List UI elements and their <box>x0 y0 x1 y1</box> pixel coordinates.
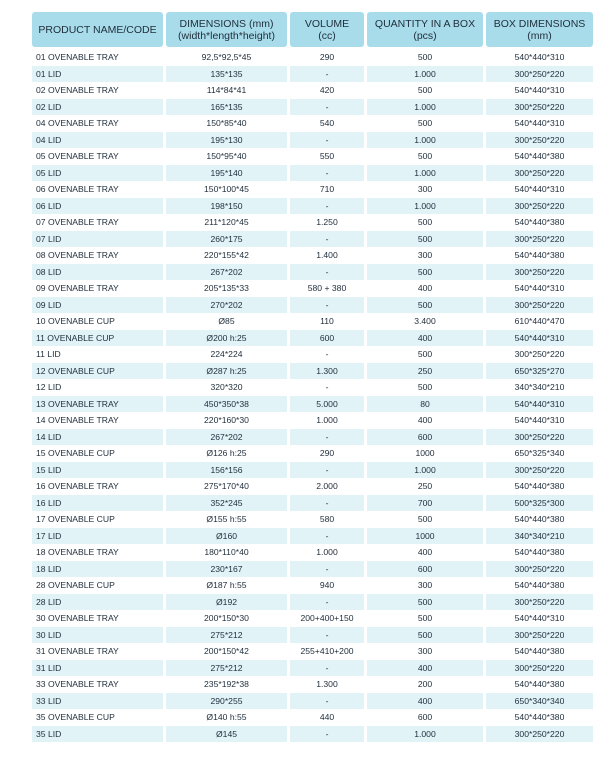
volume-cell: - <box>290 660 364 677</box>
product-name-cell: 04 LID <box>32 132 163 149</box>
table-row <box>32 99 592 116</box>
dimensions-cell: 267*202 <box>166 264 287 281</box>
table-row <box>32 280 592 297</box>
quantity-cell: 1.000 <box>367 165 483 182</box>
dimensions-cell: 270*202 <box>166 297 287 314</box>
quantity-cell: 500 <box>367 379 483 396</box>
table-row <box>32 247 592 264</box>
product-name-cell: 08 LID <box>32 264 163 281</box>
dimensions-cell: 220*160*30 <box>166 412 287 429</box>
box-dimensions-cell: 300*250*220 <box>486 660 593 677</box>
quantity-cell: 1000 <box>367 445 483 462</box>
box-dimensions-cell: 540*440*310 <box>486 330 593 347</box>
quantity-cell: 500 <box>367 511 483 528</box>
table-row <box>32 396 592 413</box>
product-name-cell: 05 LID <box>32 165 163 182</box>
quantity-cell: 600 <box>367 709 483 726</box>
quantity-cell: 400 <box>367 412 483 429</box>
box-dimensions-cell: 650*325*340 <box>486 445 593 462</box>
table-row <box>32 726 592 743</box>
table-row <box>32 511 592 528</box>
volume-cell: 1.000 <box>290 544 364 561</box>
quantity-cell: 300 <box>367 577 483 594</box>
header-volume <box>290 12 364 47</box>
box-dimensions-cell: 300*250*220 <box>486 627 593 644</box>
table-row <box>32 643 592 660</box>
product-name-cell: 12 LID <box>32 379 163 396</box>
dimensions-cell: Ø160 <box>166 528 287 545</box>
header-box-dimensions <box>486 12 593 47</box>
box-dimensions-cell: 300*250*220 <box>486 66 593 83</box>
dimensions-cell: 260*175 <box>166 231 287 248</box>
quantity-cell: 1.000 <box>367 66 483 83</box>
dimensions-cell: Ø200 h:25 <box>166 330 287 347</box>
product-name-cell: 35 OVENABLE CUP <box>32 709 163 726</box>
dimensions-cell: 135*135 <box>166 66 287 83</box>
table-row <box>32 709 592 726</box>
product-name-cell: 14 OVENABLE TRAY <box>32 412 163 429</box>
quantity-cell: 500 <box>367 610 483 627</box>
dimensions-cell: Ø287 h:25 <box>166 363 287 380</box>
box-dimensions-cell: 300*250*220 <box>486 726 593 743</box>
volume-cell: 5.000 <box>290 396 364 413</box>
product-name-cell: 08 OVENABLE TRAY <box>32 247 163 264</box>
quantity-cell: 1000 <box>367 528 483 545</box>
dimensions-cell: 275*212 <box>166 660 287 677</box>
volume-cell: 290 <box>290 445 364 462</box>
quantity-cell: 1.000 <box>367 198 483 215</box>
dimensions-cell: 224*224 <box>166 346 287 363</box>
product-name-cell: 31 OVENABLE TRAY <box>32 643 163 660</box>
box-dimensions-cell: 540*440*380 <box>486 511 593 528</box>
box-dimensions-cell: 300*250*220 <box>486 99 593 116</box>
box-dimensions-cell: 650*325*270 <box>486 363 593 380</box>
box-dimensions-cell: 300*250*220 <box>486 594 593 611</box>
volume-cell: - <box>290 198 364 215</box>
table-row <box>32 693 592 710</box>
box-dimensions-cell: 540*440*380 <box>486 676 593 693</box>
table-row <box>32 561 592 578</box>
table-row <box>32 148 592 165</box>
volume-cell: - <box>290 594 364 611</box>
dimensions-cell: 92,5*92,5*45 <box>166 49 287 66</box>
box-dimensions-cell: 540*440*380 <box>486 709 593 726</box>
quantity-cell: 1.000 <box>367 726 483 743</box>
product-name-cell: 09 LID <box>32 297 163 314</box>
volume-cell: - <box>290 264 364 281</box>
box-dimensions-cell: 540*440*310 <box>486 396 593 413</box>
product-name-cell: 01 OVENABLE TRAY <box>32 49 163 66</box>
product-name-cell: 01 LID <box>32 66 163 83</box>
box-dimensions-cell: 300*250*220 <box>486 462 593 479</box>
product-name-cell: 35 LID <box>32 726 163 743</box>
product-name-cell: 07 OVENABLE TRAY <box>32 214 163 231</box>
header-dimensions-sub: (width*length*height) <box>178 29 275 42</box>
product-name-cell: 28 OVENABLE CUP <box>32 577 163 594</box>
table-row <box>32 363 592 380</box>
quantity-cell: 200 <box>367 676 483 693</box>
table-row <box>32 379 592 396</box>
header-product-name-label: PRODUCT NAME/CODE <box>38 23 157 36</box>
volume-cell: - <box>290 693 364 710</box>
product-table <box>32 12 592 742</box>
dimensions-cell: 220*155*42 <box>166 247 287 264</box>
volume-cell: - <box>290 627 364 644</box>
volume-cell: 200+400+150 <box>290 610 364 627</box>
product-name-cell: 15 LID <box>32 462 163 479</box>
dimensions-cell: 180*110*40 <box>166 544 287 561</box>
quantity-cell: 3.400 <box>367 313 483 330</box>
box-dimensions-cell: 300*250*220 <box>486 165 593 182</box>
box-dimensions-cell: 540*440*310 <box>486 49 593 66</box>
quantity-cell: 250 <box>367 478 483 495</box>
dimensions-cell: 230*167 <box>166 561 287 578</box>
quantity-cell: 250 <box>367 363 483 380</box>
box-dimensions-cell: 300*250*220 <box>486 346 593 363</box>
product-name-cell: 06 LID <box>32 198 163 215</box>
product-name-cell: 11 OVENABLE CUP <box>32 330 163 347</box>
table-row <box>32 462 592 479</box>
box-dimensions-cell: 540*440*310 <box>486 280 593 297</box>
box-dimensions-cell: 540*440*310 <box>486 412 593 429</box>
table-row <box>32 132 592 149</box>
box-dimensions-cell: 540*440*310 <box>486 181 593 198</box>
quantity-cell: 400 <box>367 544 483 561</box>
dimensions-cell: Ø187 h:55 <box>166 577 287 594</box>
quantity-cell: 500 <box>367 115 483 132</box>
volume-cell: - <box>290 66 364 83</box>
table-row <box>32 264 592 281</box>
volume-cell: - <box>290 429 364 446</box>
table-row <box>32 610 592 627</box>
volume-cell: - <box>290 462 364 479</box>
dimensions-cell: 195*140 <box>166 165 287 182</box>
table-row <box>32 49 592 66</box>
quantity-cell: 500 <box>367 297 483 314</box>
product-name-cell: 02 OVENABLE TRAY <box>32 82 163 99</box>
volume-cell: - <box>290 132 364 149</box>
quantity-cell: 400 <box>367 693 483 710</box>
volume-cell: 940 <box>290 577 364 594</box>
box-dimensions-cell: 340*340*210 <box>486 528 593 545</box>
table-row <box>32 313 592 330</box>
dimensions-cell: 200*150*42 <box>166 643 287 660</box>
quantity-cell: 700 <box>367 495 483 512</box>
quantity-cell: 500 <box>367 264 483 281</box>
header-dimensions-label: DIMENSIONS (mm) <box>179 17 274 30</box>
product-name-cell: 31 LID <box>32 660 163 677</box>
volume-cell: - <box>290 346 364 363</box>
dimensions-cell: Ø140 h:55 <box>166 709 287 726</box>
box-dimensions-cell: 340*340*210 <box>486 379 593 396</box>
box-dimensions-cell: 300*250*220 <box>486 264 593 281</box>
product-name-cell: 30 LID <box>32 627 163 644</box>
box-dimensions-cell: 540*440*380 <box>486 544 593 561</box>
product-name-cell: 11 LID <box>32 346 163 363</box>
box-dimensions-cell: 540*440*310 <box>486 610 593 627</box>
box-dimensions-cell: 300*250*220 <box>486 132 593 149</box>
volume-cell: 1.250 <box>290 214 364 231</box>
dimensions-cell: 211*120*45 <box>166 214 287 231</box>
table-header <box>32 12 592 47</box>
dimensions-cell: 275*212 <box>166 627 287 644</box>
dimensions-cell: 156*156 <box>166 462 287 479</box>
table-row <box>32 297 592 314</box>
product-name-cell: 30 OVENABLE TRAY <box>32 610 163 627</box>
box-dimensions-cell: 540*440*310 <box>486 115 593 132</box>
quantity-cell: 1.000 <box>367 462 483 479</box>
volume-cell: - <box>290 99 364 116</box>
dimensions-cell: 150*100*45 <box>166 181 287 198</box>
box-dimensions-cell: 540*440*380 <box>486 247 593 264</box>
volume-cell: 600 <box>290 330 364 347</box>
product-name-cell: 10 OVENABLE CUP <box>32 313 163 330</box>
product-name-cell: 07 LID <box>32 231 163 248</box>
quantity-cell: 400 <box>367 280 483 297</box>
quantity-cell: 400 <box>367 330 483 347</box>
table-row <box>32 577 592 594</box>
product-name-cell: 17 OVENABLE CUP <box>32 511 163 528</box>
table-row <box>32 165 592 182</box>
dimensions-cell: 352*245 <box>166 495 287 512</box>
table-row <box>32 495 592 512</box>
table-row <box>32 478 592 495</box>
box-dimensions-cell: 300*250*220 <box>486 231 593 248</box>
table-row <box>32 528 592 545</box>
volume-cell: - <box>290 379 364 396</box>
table-row <box>32 115 592 132</box>
quantity-cell: 500 <box>367 214 483 231</box>
quantity-cell: 500 <box>367 627 483 644</box>
box-dimensions-cell: 540*440*310 <box>486 82 593 99</box>
quantity-cell: 300 <box>367 247 483 264</box>
box-dimensions-cell: 300*250*220 <box>486 297 593 314</box>
dimensions-cell: 320*320 <box>166 379 287 396</box>
table-body <box>32 49 592 742</box>
table-row <box>32 66 592 83</box>
header-dimensions <box>166 12 287 47</box>
product-name-cell: 14 LID <box>32 429 163 446</box>
header-volume-label: VOLUME <box>304 17 350 30</box>
header-quantity-sub: (pcs) <box>413 29 437 42</box>
table-row <box>32 346 592 363</box>
volume-cell: 550 <box>290 148 364 165</box>
volume-cell: 540 <box>290 115 364 132</box>
dimensions-cell: 195*130 <box>166 132 287 149</box>
dimensions-cell: 267*202 <box>166 429 287 446</box>
box-dimensions-cell: 500*325*300 <box>486 495 593 512</box>
quantity-cell: 1.000 <box>367 99 483 116</box>
table-row <box>32 676 592 693</box>
volume-cell: 1.300 <box>290 676 364 693</box>
table-row <box>32 544 592 561</box>
dimensions-cell: Ø145 <box>166 726 287 743</box>
box-dimensions-cell: 610*440*470 <box>486 313 593 330</box>
header-box-dimensions-label: BOX DIMENSIONS <box>493 17 586 30</box>
dimensions-cell: Ø155 h:55 <box>166 511 287 528</box>
product-name-cell: 16 OVENABLE TRAY <box>32 478 163 495</box>
box-dimensions-cell: 300*250*220 <box>486 429 593 446</box>
dimensions-cell: 200*150*30 <box>166 610 287 627</box>
dimensions-cell: Ø126 h:25 <box>166 445 287 462</box>
quantity-cell: 600 <box>367 561 483 578</box>
volume-cell: - <box>290 726 364 743</box>
quantity-cell: 500 <box>367 594 483 611</box>
volume-cell: 580 <box>290 511 364 528</box>
product-name-cell: 28 LID <box>32 594 163 611</box>
table-row <box>32 214 592 231</box>
volume-cell: 255+410+200 <box>290 643 364 660</box>
box-dimensions-cell: 300*250*220 <box>486 561 593 578</box>
quantity-cell: 300 <box>367 181 483 198</box>
box-dimensions-cell: 300*250*220 <box>486 198 593 215</box>
volume-cell: - <box>290 165 364 182</box>
box-dimensions-cell: 540*440*380 <box>486 214 593 231</box>
product-name-cell: 33 OVENABLE TRAY <box>32 676 163 693</box>
product-name-cell: 05 OVENABLE TRAY <box>32 148 163 165</box>
dimensions-cell: 150*95*40 <box>166 148 287 165</box>
header-product-name <box>32 12 163 47</box>
header-volume-sub: (cc) <box>318 29 336 42</box>
volume-cell: 420 <box>290 82 364 99</box>
product-name-cell: 15 OVENABLE CUP <box>32 445 163 462</box>
box-dimensions-cell: 540*440*380 <box>486 148 593 165</box>
product-name-cell: 16 LID <box>32 495 163 512</box>
volume-cell: 1.000 <box>290 412 364 429</box>
header-quantity-label: QUANTITY IN A BOX <box>374 17 476 30</box>
product-name-cell: 33 LID <box>32 693 163 710</box>
dimensions-cell: 450*350*38 <box>166 396 287 413</box>
box-dimensions-cell: 540*440*380 <box>486 643 593 660</box>
table-row <box>32 594 592 611</box>
box-dimensions-cell: 650*340*340 <box>486 693 593 710</box>
product-name-cell: 04 OVENABLE TRAY <box>32 115 163 132</box>
quantity-cell: 500 <box>367 148 483 165</box>
table-row <box>32 412 592 429</box>
dimensions-cell: 275*170*40 <box>166 478 287 495</box>
volume-cell: 290 <box>290 49 364 66</box>
table-row <box>32 330 592 347</box>
product-name-cell: 18 OVENABLE TRAY <box>32 544 163 561</box>
table-row <box>32 198 592 215</box>
volume-cell: 710 <box>290 181 364 198</box>
table-row <box>32 429 592 446</box>
dimensions-cell: 205*135*33 <box>166 280 287 297</box>
product-name-cell: 02 LID <box>32 99 163 116</box>
product-name-cell: 13 OVENABLE TRAY <box>32 396 163 413</box>
volume-cell: 2.000 <box>290 478 364 495</box>
quantity-cell: 500 <box>367 231 483 248</box>
quantity-cell: 1.000 <box>367 132 483 149</box>
table-row <box>32 181 592 198</box>
header-quantity <box>367 12 483 47</box>
volume-cell: 580 + 380 <box>290 280 364 297</box>
volume-cell: 440 <box>290 709 364 726</box>
quantity-cell: 600 <box>367 429 483 446</box>
volume-cell: - <box>290 495 364 512</box>
product-name-cell: 17 LID <box>32 528 163 545</box>
quantity-cell: 500 <box>367 82 483 99</box>
volume-cell: - <box>290 297 364 314</box>
quantity-cell: 400 <box>367 660 483 677</box>
table-row <box>32 660 592 677</box>
dimensions-cell: 235*192*38 <box>166 676 287 693</box>
product-name-cell: 18 LID <box>32 561 163 578</box>
table-row <box>32 231 592 248</box>
quantity-cell: 80 <box>367 396 483 413</box>
box-dimensions-cell: 540*440*380 <box>486 478 593 495</box>
table-row <box>32 627 592 644</box>
product-name-cell: 09 OVENABLE TRAY <box>32 280 163 297</box>
dimensions-cell: 114*84*41 <box>166 82 287 99</box>
dimensions-cell: 150*85*40 <box>166 115 287 132</box>
dimensions-cell: 290*255 <box>166 693 287 710</box>
dimensions-cell: 198*150 <box>166 198 287 215</box>
quantity-cell: 300 <box>367 643 483 660</box>
box-dimensions-cell: 540*440*380 <box>486 577 593 594</box>
volume-cell: 1.300 <box>290 363 364 380</box>
volume-cell: 110 <box>290 313 364 330</box>
volume-cell: - <box>290 231 364 248</box>
table-row <box>32 82 592 99</box>
dimensions-cell: Ø85 <box>166 313 287 330</box>
quantity-cell: 500 <box>367 346 483 363</box>
volume-cell: - <box>290 528 364 545</box>
quantity-cell: 500 <box>367 49 483 66</box>
header-box-dimensions-sub: (mm) <box>527 29 552 42</box>
product-name-cell: 12 OVENABLE CUP <box>32 363 163 380</box>
table-row <box>32 445 592 462</box>
volume-cell: - <box>290 561 364 578</box>
dimensions-cell: 165*135 <box>166 99 287 116</box>
volume-cell: 1.400 <box>290 247 364 264</box>
product-name-cell: 06 OVENABLE TRAY <box>32 181 163 198</box>
dimensions-cell: Ø192 <box>166 594 287 611</box>
